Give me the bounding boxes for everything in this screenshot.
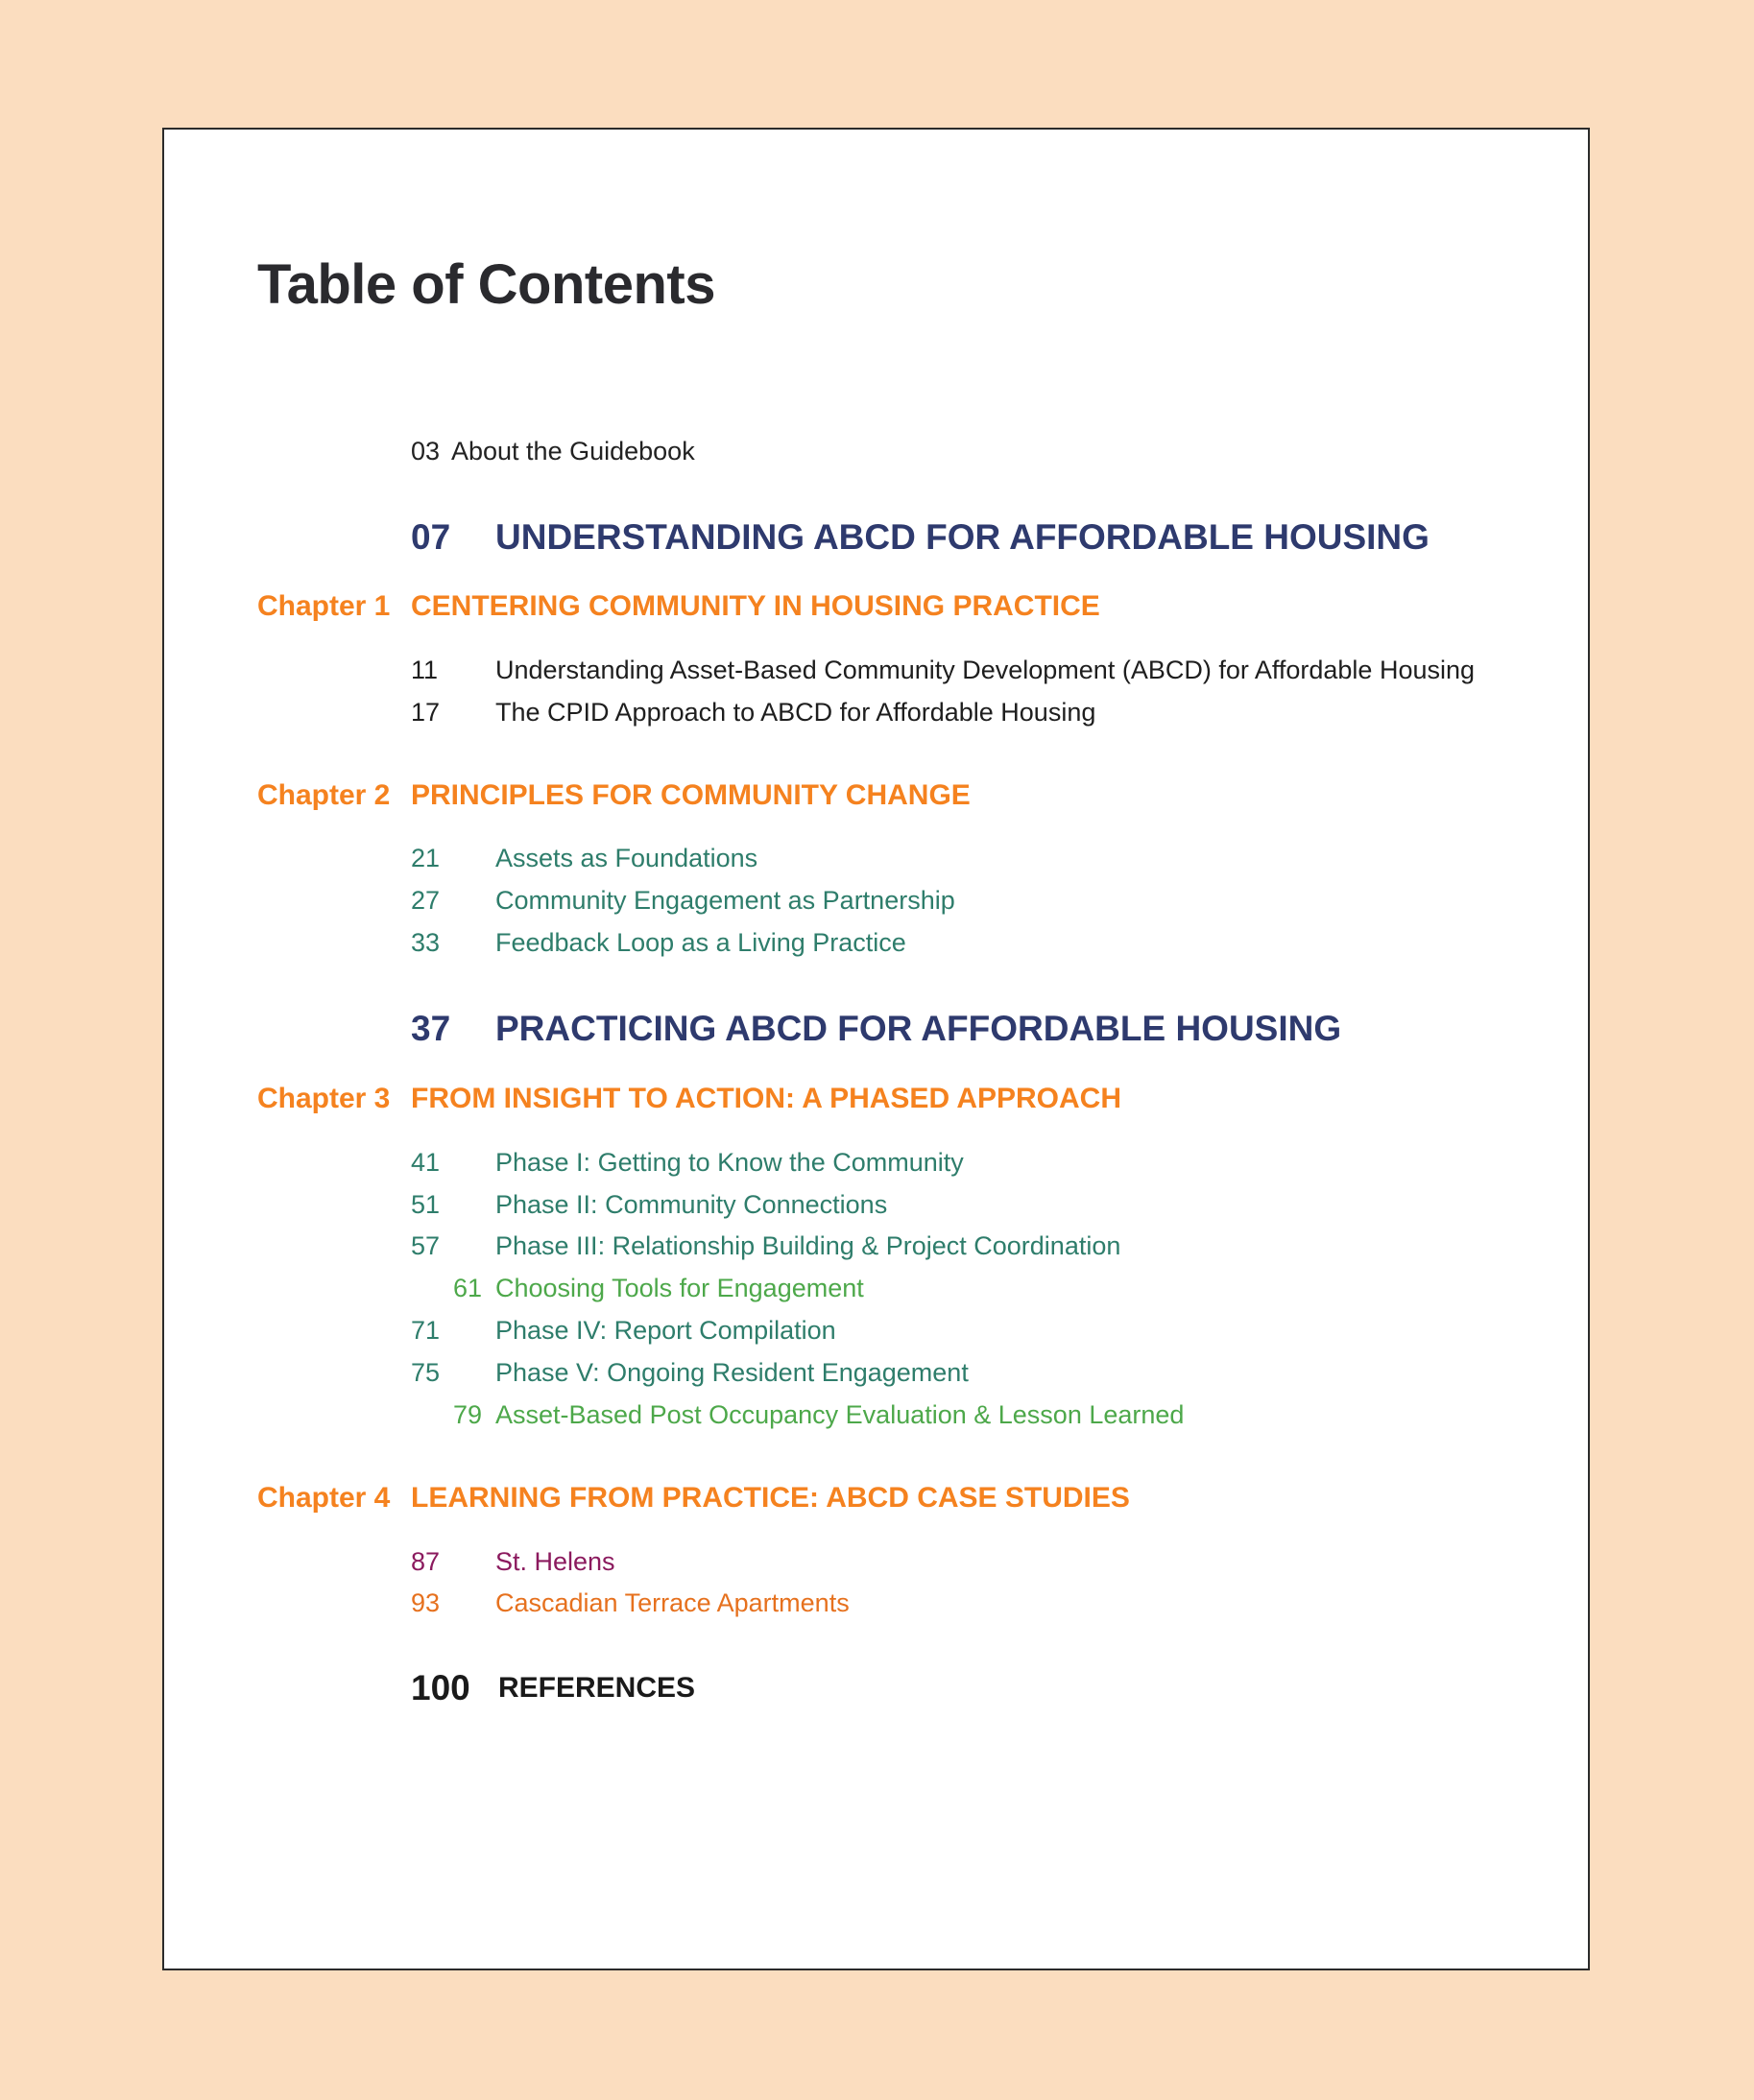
toc-entry-num: 33 — [411, 928, 441, 957]
toc-entry-num: 87 — [411, 1547, 441, 1576]
toc-entry-label: Understanding Asset-Based Community Development (ABCD) for Affordable Housing — [495, 656, 1476, 684]
toc-subentry-label: Asset-Based Post Occupancy Evaluation & Lesson Learned — [495, 1400, 1185, 1429]
chapter-label: Chapter 4 — [257, 1482, 391, 1514]
part-number: 07 — [411, 517, 451, 557]
toc-entry-label: Phase V: Ongoing Resident Engagement — [495, 1358, 969, 1387]
toc-entry-label: Feedback Loop as a Living Practice — [495, 928, 906, 957]
toc-entry-num: 75 — [411, 1358, 441, 1387]
chapter-title: LEARNING FROM PRACTICE: ABCD CASE STUDIES — [411, 1482, 1130, 1514]
toc-entry-num: 57 — [411, 1231, 441, 1260]
toc-entry-label: Phase III: Relationship Building & Project Coordination — [495, 1231, 1121, 1260]
toc-subentry-label: Choosing Tools for Engagement — [495, 1274, 864, 1302]
toc-entry-label: Assets as Foundations — [495, 844, 758, 872]
toc-entry-num: 17 — [411, 698, 441, 727]
toc-entry-num: 93 — [411, 1588, 441, 1617]
toc-entry-label: Phase I: Getting to Know the Community — [495, 1148, 964, 1177]
references-number: 100 — [411, 1668, 470, 1707]
toc-about-num: 03 — [411, 437, 441, 465]
toc-entry-label: Phase II: Community Connections — [495, 1190, 888, 1219]
toc-entry-num: 41 — [411, 1148, 441, 1177]
references-heading: REFERENCES — [498, 1672, 696, 1704]
chapter-title: FROM INSIGHT TO ACTION: A PHASED APPROACH — [411, 1083, 1122, 1114]
toc-entry-num: 71 — [411, 1316, 441, 1345]
part-number: 37 — [411, 1009, 451, 1048]
toc-subentry-num: 61 — [453, 1274, 483, 1302]
toc-entry-num: 51 — [411, 1190, 441, 1219]
toc-subentry-num: 79 — [453, 1400, 483, 1429]
toc-entry-label: The CPID Approach to ABCD for Affordable Housing — [495, 698, 1096, 727]
toc-entry-num: 27 — [411, 886, 441, 915]
toc-entry-label: Cascadian Terrace Apartments — [495, 1588, 850, 1617]
chapter-label: Chapter 3 — [257, 1083, 391, 1114]
toc-entry-num: 11 — [411, 656, 439, 684]
chapter-label: Chapter 1 — [257, 590, 391, 622]
toc-page — [162, 128, 1590, 1970]
toc-entry-label: Phase IV: Report Compilation — [495, 1316, 836, 1345]
toc-entry-num: 21 — [411, 844, 441, 872]
toc-about-label: About the Guidebook — [451, 437, 695, 465]
chapter-label: Chapter 2 — [257, 779, 391, 811]
toc-entry-label: Community Engagement as Partnership — [495, 886, 955, 915]
page-title: Table of Contents — [257, 253, 715, 316]
toc-entry-label: St. Helens — [495, 1547, 615, 1576]
part-heading: UNDERSTANDING ABCD FOR AFFORDABLE HOUSING — [495, 517, 1430, 557]
chapter-title: CENTERING COMMUNITY IN HOUSING PRACTICE — [411, 590, 1100, 622]
part-heading: PRACTICING ABCD FOR AFFORDABLE HOUSING — [495, 1009, 1342, 1048]
chapter-title: PRINCIPLES FOR COMMUNITY CHANGE — [411, 779, 971, 811]
